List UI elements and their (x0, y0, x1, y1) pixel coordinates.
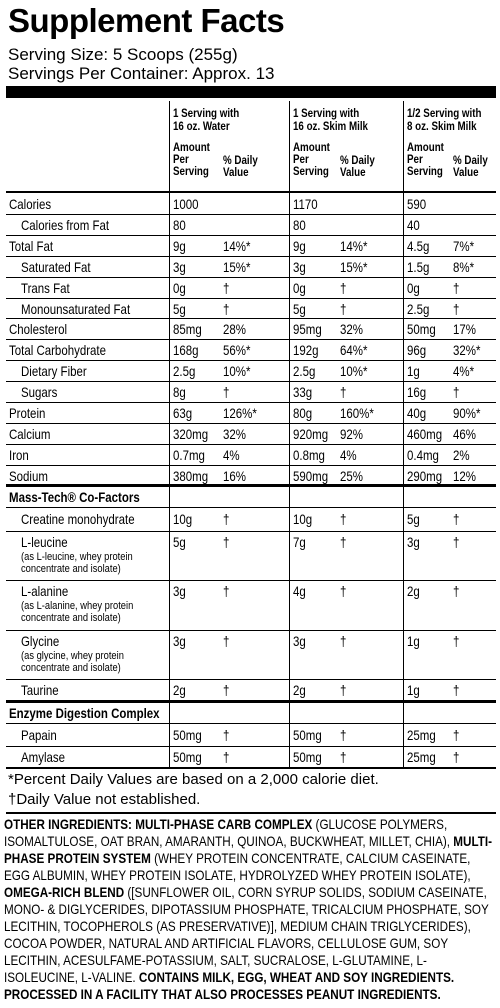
daily-value-percent: † (340, 384, 347, 401)
amount-value: 290mg (407, 467, 443, 484)
dv-label-line: Value (223, 167, 249, 179)
nutrient-source-note: concentrate and isolate) (21, 612, 121, 625)
amount-value: 1g (407, 632, 420, 649)
column-header-line: 16 oz. Skim Milk (293, 121, 368, 133)
amount-value: 2.5g (173, 363, 196, 380)
daily-value-percent: † (453, 510, 460, 527)
nutrient-name: Iron (9, 446, 29, 463)
amount-value: 7g (293, 533, 306, 550)
amount-value: 4.5g (407, 237, 430, 254)
daily-value-percent: 14%* (340, 237, 368, 254)
daily-value-percent: † (223, 384, 230, 401)
daily-value-percent: † (453, 632, 460, 649)
amount-value: 0.4mg (407, 446, 439, 463)
nutrient-name: L-alanine (21, 583, 69, 600)
amount-value: 16g (407, 384, 427, 401)
amount-label-line: Serving (173, 166, 209, 178)
amount-value: 8g (173, 384, 186, 401)
daily-value-percent: 56%* (223, 342, 251, 359)
row-divider (6, 402, 496, 403)
column-rule-2 (289, 101, 290, 767)
daily-value-percent: 10%* (340, 363, 368, 380)
daily-value-percent: 92% (340, 425, 363, 442)
daily-value-label (223, 155, 258, 179)
amount-value: 2g (407, 583, 420, 600)
daily-value-percent: † (223, 583, 230, 600)
column-rule-1 (169, 101, 170, 767)
daily-value-percent: 32% (223, 425, 246, 442)
nutrient-source-note: concentrate and isolate) (21, 661, 121, 674)
nutrient-name: Sodium (9, 467, 48, 484)
amount-value: 320mg (173, 425, 209, 442)
nutrient-name: Calcium (9, 425, 51, 442)
nutrient-name: Papain (21, 727, 57, 744)
daily-value-percent: 2% (453, 446, 470, 463)
daily-value-percent: † (223, 300, 230, 317)
amount-value: 33g (293, 384, 313, 401)
nutrient-name: Glycine (21, 632, 60, 649)
daily-value-percent: 4% (223, 446, 240, 463)
amount-value: 2.5g (293, 363, 316, 380)
amount-value: 3g (173, 258, 186, 275)
amount-per-serving-label (407, 142, 444, 178)
nutrient-name: Saturated Fat (21, 258, 91, 275)
dv-label-line: % Daily (340, 155, 375, 167)
amount-value: 3g (407, 533, 420, 550)
daily-value-percent: 25% (340, 467, 363, 484)
nutrient-name: L-leucine (21, 533, 68, 550)
row-divider (6, 318, 496, 319)
daily-value-percent: † (453, 727, 460, 744)
amount-value: 460mg (407, 425, 443, 442)
daily-value-percent: 64%* (340, 342, 368, 359)
row-divider (6, 723, 496, 724)
amount-value: 1g (407, 363, 420, 380)
column-rule-3 (403, 101, 404, 767)
amount-value: 2g (173, 682, 186, 699)
nutrient-source-note: (as L-leucine, whey protein (21, 550, 133, 563)
column-header-line: 8 oz. Skim Milk (407, 121, 477, 133)
daily-value-percent: 16% (223, 467, 246, 484)
amount-value: 5g (407, 510, 420, 527)
thick-divider-top (6, 86, 496, 98)
daily-value-percent: 32%* (453, 342, 481, 359)
ingredient-emphasis: MULTI-PHASE PROTEIN SYSTEM (4, 834, 493, 866)
amount-value: 380mg (173, 467, 209, 484)
column-header-1 (173, 108, 239, 134)
daily-value-percent: 126%* (223, 405, 257, 421)
amount-value: 25mg (407, 748, 436, 765)
amount-value: 1000 (173, 196, 199, 212)
nutrient-name: Protein (9, 405, 46, 421)
amount-value: 50mg (407, 321, 436, 338)
amount-label-line: Amount (407, 142, 444, 154)
amount-value: 3g (293, 632, 306, 649)
amount-label-line: Serving (407, 166, 443, 178)
amount-value: 1.5g (407, 258, 430, 275)
footnote-dv: *Percent Daily Values are based on a 2,000 calorie diet. (8, 771, 379, 788)
daily-value-percent: † (223, 727, 230, 744)
daily-value-percent: † (340, 300, 347, 317)
daily-value-percent: † (340, 279, 347, 296)
daily-value-percent: 12% (453, 467, 476, 484)
row-divider (6, 465, 496, 466)
daily-value-percent: 10%* (223, 363, 251, 380)
amount-value: 5g (173, 300, 186, 317)
servings-per-container: Servings Per Container: Approx. 13 (8, 64, 275, 83)
row-divider (6, 444, 496, 445)
daily-value-percent: 17% (453, 321, 476, 338)
header-divider (6, 191, 496, 193)
nutrient-name: Monounsaturated Fat (21, 300, 131, 317)
daily-value-percent: 15%* (223, 258, 251, 275)
daily-value-percent: † (223, 279, 230, 296)
row-divider (6, 298, 496, 299)
daily-value-percent: † (453, 533, 460, 550)
divider-table-bottom (6, 767, 496, 769)
column-header-3 (407, 108, 481, 134)
amount-value: 1g (407, 682, 420, 699)
amount-value: 2g (293, 682, 306, 699)
daily-value-percent: † (453, 748, 460, 765)
amount-label-line: Per (407, 154, 423, 166)
daily-value-percent: † (223, 632, 230, 649)
amount-value: 5g (173, 533, 186, 550)
amount-value: 96g (407, 342, 427, 359)
amount-value: 50mg (293, 748, 322, 765)
section-heading: Enzyme Digestion Complex (9, 705, 160, 722)
row-divider (6, 256, 496, 257)
daily-value-label (340, 155, 375, 179)
amount-value: 0g (173, 279, 186, 296)
daily-value-percent: † (453, 300, 460, 317)
nutrient-source-note: (as L-alanine, whey protein (21, 600, 134, 613)
row-divider (6, 531, 496, 532)
amount-value: 590mg (293, 467, 329, 484)
dv-label-line: Value (340, 167, 366, 179)
ingredient-emphasis: OMEGA-RICH BLEND (4, 885, 125, 900)
row-divider (6, 630, 496, 631)
column-header-2 (293, 108, 368, 134)
daily-value-percent: † (340, 632, 347, 649)
amount-value: 3g (293, 258, 306, 275)
row-divider (6, 339, 496, 340)
daily-value-percent: 4%* (453, 363, 475, 380)
amount-value: 40g (407, 405, 427, 421)
ingredient-emphasis: OTHER INGREDIENTS: MULTI-PHASE CARB COMPLEX (4, 817, 313, 832)
ingredient-text: ([SUNFLOWER OIL, CORN SYRUP SOLIDS, SODIUM CASEINATE, MONO- & DIGLYCERIDES, DIPOTASSIUM PHOSPHATE, TRICALCIUM PHOSPHATE, SOY LECITHIN, TOCOPHEROLS (AS PRESERVATIVE)], MEDIUM CHAIN TRIGLYCERIDES), COCOA POWDER, NATURAL AND ARTIFICIAL FLAVORS, CELLULOSE GUM, SOY LECITHIN, ACESULFAME-POTASSIUM, SALT, SUCRALOSE, L-GLUTAMINE, L-ISOLEUCINE, L-VALINE. (4, 885, 489, 985)
amount-value: 50mg (173, 748, 202, 765)
nutrient-name: Total Fat (9, 237, 54, 254)
amount-per-serving-label (293, 142, 330, 178)
daily-value-percent: † (453, 682, 460, 699)
dv-label-line: Value (453, 167, 479, 179)
amount-value: 85mg (173, 321, 202, 338)
daily-value-percent: † (453, 583, 460, 600)
amount-value: 168g (173, 342, 199, 359)
daily-value-percent: † (340, 510, 347, 527)
amount-label-line: Per (293, 154, 309, 166)
amount-value: 590 (407, 196, 427, 212)
nutrient-name: Creatine monohydrate (21, 510, 135, 527)
daily-value-percent: 160%* (340, 405, 374, 421)
amount-value: 9g (173, 237, 186, 254)
amount-value: 80g (293, 405, 313, 421)
nutrient-name: Calories (9, 196, 52, 212)
daily-value-percent: 32% (340, 321, 363, 338)
amount-label-line: Amount (173, 142, 210, 154)
dv-label-line: % Daily (223, 155, 258, 167)
daily-value-percent: † (223, 748, 230, 765)
row-divider (6, 214, 496, 215)
amount-value: 80 (293, 216, 306, 233)
nutrient-name: Calories from Fat (21, 216, 110, 233)
nutrient-name: Amylase (21, 748, 66, 765)
amount-value: 1170 (293, 196, 318, 212)
amount-per-serving-label (173, 142, 210, 178)
daily-value-percent: † (340, 748, 347, 765)
section-divider (6, 484, 496, 487)
daily-value-percent: † (340, 682, 347, 699)
amount-label-line: Amount (293, 142, 330, 154)
amount-value: 9g (293, 237, 306, 254)
column-header-line: 16 oz. Water (173, 121, 230, 133)
amount-value: 0.7mg (173, 446, 205, 463)
amount-value: 50mg (173, 727, 202, 744)
divider-footnotes (6, 812, 496, 814)
nutrient-name: Sugars (21, 384, 58, 401)
daily-value-percent: † (223, 533, 230, 550)
daily-value-percent: 8%* (453, 258, 475, 275)
footnote-dagger: †Daily Value not established. (8, 791, 201, 808)
row-divider (6, 277, 496, 278)
daily-value-percent: 28% (223, 321, 246, 338)
row-divider (6, 580, 496, 581)
nutrient-source-note: concentrate and isolate) (21, 562, 121, 575)
row-divider (6, 507, 496, 508)
label-title: Supplement Facts (8, 2, 285, 39)
amount-value: 0.8mg (293, 446, 325, 463)
amount-value: 50mg (293, 727, 322, 744)
amount-value: 920mg (293, 425, 329, 442)
amount-label-line: Per (173, 154, 189, 166)
daily-value-percent: 15%* (340, 258, 368, 275)
daily-value-percent: † (223, 510, 230, 527)
daily-value-label (453, 155, 488, 179)
amount-value: 25mg (407, 727, 436, 744)
daily-value-percent: † (453, 384, 460, 401)
amount-value: 192g (293, 342, 319, 359)
daily-value-percent: 4% (340, 446, 357, 463)
ingredient-emphasis: CONTAINS MILK, EGG, WHEAT AND SOY INGREDIENTS. PROCESSED IN A FACILITY THAT ALSO PROCESSES PEANUT INGREDIENTS. (4, 970, 455, 1002)
nutrient-source-note: (as glycine, whey protein (21, 649, 124, 662)
amount-value: 40 (407, 216, 420, 233)
daily-value-percent: 7%* (453, 237, 475, 254)
amount-value: 5g (293, 300, 306, 317)
row-divider (6, 746, 496, 747)
row-divider (6, 381, 496, 382)
amount-value: 4g (293, 583, 306, 600)
amount-value: 0g (407, 279, 420, 296)
nutrient-name: Total Carbohydrate (9, 342, 107, 359)
amount-value: 95mg (293, 321, 322, 338)
daily-value-percent: † (340, 727, 347, 744)
ingredient-text: (WHEY PROTEIN CONCENTRATE, CALCIUM CASEINATE, EGG ALBUMIN, WHEY PROTEIN ISOLATE, HYDROLYZED WHEY PROTEIN ISOLATE), (4, 851, 471, 883)
ingredient-text: (GLUCOSE POLYMERS, ISOMALTULOSE, OAT BRAN, AMARANTH, QUINOA, BUCKWHEAT, MILLET, CHIA), (4, 817, 454, 849)
nutrient-name: Cholesterol (9, 321, 68, 338)
amount-value: 0g (293, 279, 306, 296)
dv-label-line: % Daily (453, 155, 488, 167)
daily-value-percent: † (340, 583, 347, 600)
amount-value: 63g (173, 405, 193, 421)
daily-value-percent: † (453, 279, 460, 296)
amount-value: 3g (173, 583, 186, 600)
row-divider (6, 423, 496, 424)
row-divider (6, 360, 496, 361)
row-divider (6, 679, 496, 680)
daily-value-percent: † (223, 682, 230, 699)
daily-value-percent: 90%* (453, 405, 481, 421)
section-heading: Mass-Tech® Co-Factors (9, 488, 140, 505)
serving-size: Serving Size: 5 Scoops (255g) (8, 45, 238, 64)
amount-value: 10g (173, 510, 193, 527)
nutrient-name: Dietary Fiber (21, 363, 87, 380)
section-divider (6, 700, 496, 703)
daily-value-percent: 46% (453, 425, 476, 442)
amount-label-line: Serving (293, 166, 329, 178)
amount-value: 80 (173, 216, 186, 233)
nutrient-name: Trans Fat (21, 279, 70, 296)
nutrient-name: Taurine (21, 682, 59, 699)
row-divider (6, 235, 496, 236)
daily-value-percent: 14%* (223, 237, 251, 254)
column-header-line: 1 Serving with (293, 108, 360, 120)
daily-value-percent: † (340, 533, 347, 550)
column-header-line: 1/2 Serving with (407, 108, 482, 120)
amount-value: 10g (293, 510, 313, 527)
column-header-line: 1 Serving with (173, 108, 240, 120)
amount-value: 3g (173, 632, 186, 649)
ingredients-text (4, 816, 492, 1003)
amount-value: 2.5g (407, 300, 430, 317)
